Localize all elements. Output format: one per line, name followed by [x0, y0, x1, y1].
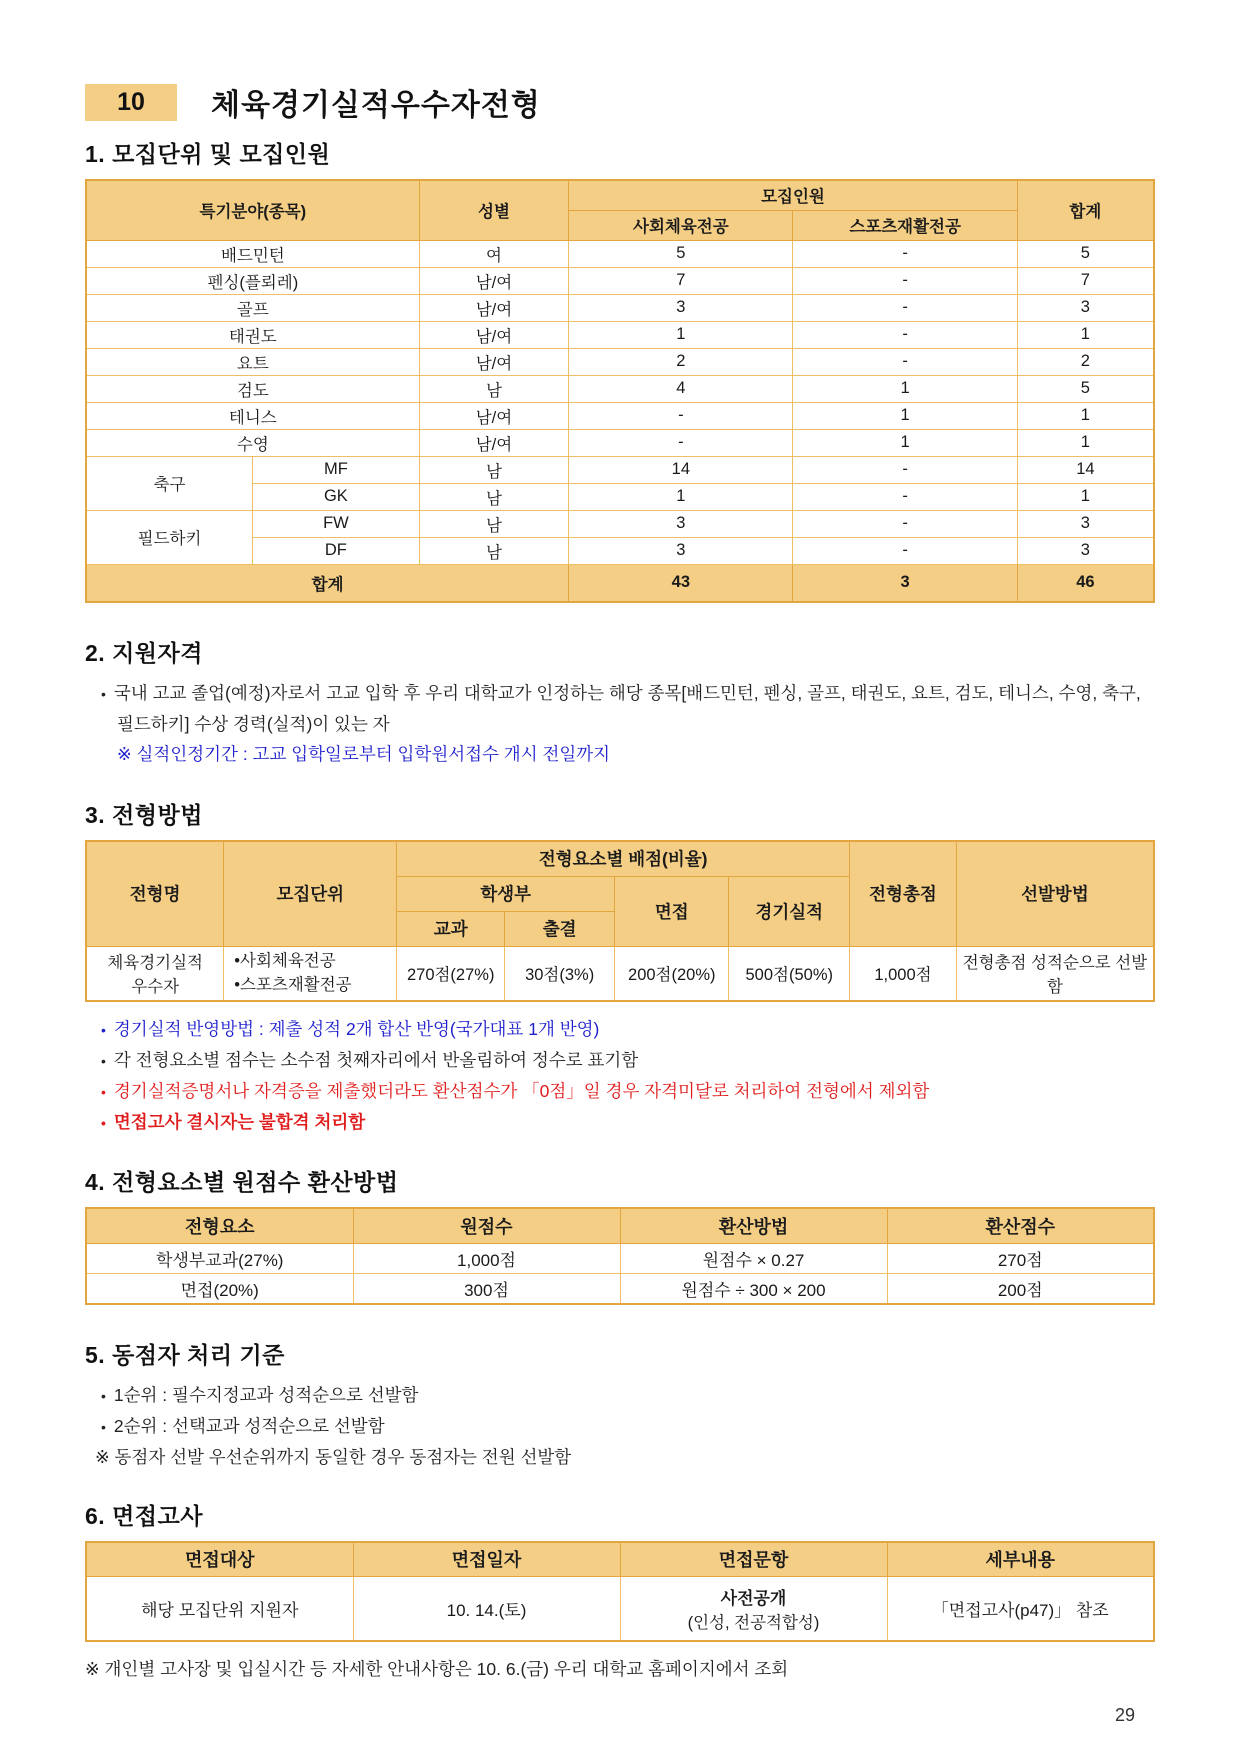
quota-cell: 3	[569, 510, 793, 537]
bullet-icon: •	[101, 1115, 106, 1131]
interview-table	[85, 1541, 1155, 1642]
gender-cell: 남	[419, 510, 569, 537]
raw-score-cell: 1,000점	[353, 1243, 620, 1273]
gender-cell: 남/여	[419, 348, 569, 375]
note-text: 경기실적증명서나 자격증을 제출했더라도 환산점수가 「0점」일 경우 자격미달로 처리하여 전형에서 제외함	[113, 1081, 930, 1101]
quota-cell: -	[569, 429, 793, 456]
screening-method-table	[85, 840, 1155, 1002]
attendance-score-cell: 30점(3%)	[505, 946, 615, 1001]
tiebreak-rule-1	[101, 1380, 1155, 1411]
table-row	[86, 294, 1154, 321]
position-cell: FW	[253, 510, 420, 537]
bullet-icon: •	[101, 1084, 106, 1100]
col-header-gender: 성별	[419, 180, 569, 240]
total-cell: 3	[1017, 510, 1154, 537]
total-cell: 1	[1017, 429, 1154, 456]
section5-heading: 5. 동점자 처리 기준	[85, 1341, 285, 1368]
gender-cell: 여	[419, 240, 569, 267]
quota-cell: 1	[569, 483, 793, 510]
footer-label: 합계	[86, 564, 569, 602]
sport-group-cell: 필드하키	[86, 510, 253, 564]
col-header-subjects: 교과	[397, 911, 505, 946]
interview-footnote: ※ 개인별 고사장 및 입실시간 등 자세한 안내사항은 10. 6.(금) 우리 대학교 홈페이지에서 조회	[85, 1658, 789, 1679]
quota-cell: -	[793, 510, 1017, 537]
quota-cell: 14	[569, 456, 793, 483]
section2-body	[85, 678, 1155, 769]
table-row	[86, 348, 1154, 375]
unit-label: 스포츠재활전공	[240, 976, 352, 995]
tiebreak-rule-2	[101, 1411, 1155, 1442]
footer-grand-total: 46	[1017, 564, 1154, 602]
col-header-conversion: 환산방법	[620, 1208, 887, 1243]
interview-questions-cell	[620, 1577, 887, 1641]
table-row	[86, 375, 1154, 402]
table-row	[86, 1243, 1154, 1273]
subjects-score-cell: 270점(27%)	[397, 946, 505, 1001]
total-cell: 1	[1017, 321, 1154, 348]
eligibility-bullet	[101, 678, 1155, 739]
table-row	[86, 429, 1154, 456]
position-cell: GK	[253, 483, 420, 510]
sports-score-cell: 500점(50%)	[729, 946, 850, 1001]
quota-cell: 1	[793, 375, 1017, 402]
table-row	[86, 267, 1154, 294]
screening-name-line2: 우수자	[131, 978, 180, 997]
interview-target-cell: 해당 모집단위 지원자	[86, 1577, 353, 1641]
section4-heading: 4. 전형요소별 원점수 환산방법	[85, 1169, 399, 1195]
section3-heading: 3. 전형방법	[85, 802, 203, 828]
bullet-icon: •	[101, 1022, 106, 1038]
quota-cell: 1	[793, 429, 1017, 456]
admission-quota-table	[85, 179, 1155, 603]
converted-score-cell: 270점	[887, 1243, 1154, 1273]
table-row	[86, 321, 1154, 348]
quota-cell: -	[793, 240, 1017, 267]
sport-cell: 요트	[86, 348, 419, 375]
quota-cell: 1	[793, 402, 1017, 429]
eligibility-note: ※ 실적인정기간 : 고교 입학일로부터 입학원서접수 개시 전일까지	[117, 744, 611, 764]
quota-cell: 1	[569, 321, 793, 348]
bullet-icon: •	[101, 1387, 106, 1404]
col-header-quota-group: 모집인원	[569, 180, 1018, 210]
quota-cell: 2	[569, 348, 793, 375]
col-header-details: 세부내용	[887, 1542, 1154, 1577]
bullet-icon: •	[101, 1418, 106, 1435]
sport-cell: 골프	[86, 294, 419, 321]
col-header-raw-score: 원점수	[353, 1208, 620, 1243]
section-number-badge: 10	[85, 84, 177, 121]
quota-cell: -	[793, 267, 1017, 294]
note-sports-reflection	[101, 1014, 1155, 1045]
note-absence	[101, 1107, 1155, 1138]
quota-cell: 7	[569, 267, 793, 294]
col-header-interview-questions: 면접문항	[620, 1542, 887, 1577]
converted-score-cell: 200점	[887, 1273, 1154, 1304]
element-cell: 면접(20%)	[86, 1273, 353, 1304]
page-header	[85, 82, 1155, 122]
quota-cell: -	[569, 402, 793, 429]
section1-heading: 1. 모집단위 및 모집인원	[85, 141, 331, 167]
element-cell: 학생부교과(27%)	[86, 1243, 353, 1273]
col-header-screening-name: 전형명	[86, 841, 224, 946]
rule-text: 2순위 : 선택교과 성적순으로 선발함	[113, 1415, 385, 1436]
gender-cell: 남	[419, 375, 569, 402]
total-cell: 3	[1017, 294, 1154, 321]
gender-cell: 남/여	[419, 294, 569, 321]
col-header-element: 전형요소	[86, 1208, 353, 1243]
question-criteria: (인성, 전공적합성)	[687, 1613, 820, 1632]
table-row	[86, 402, 1154, 429]
bullet-icon: •	[101, 1053, 106, 1069]
col-header-major2: 스포츠재활전공	[793, 210, 1017, 240]
bullet-icon: •	[101, 686, 106, 702]
total-cell: 5	[1017, 375, 1154, 402]
quota-cell: 3	[569, 537, 793, 564]
table-row	[86, 946, 1154, 1001]
col-header-interview-target: 면접대상	[86, 1542, 353, 1577]
sport-cell: 수영	[86, 429, 419, 456]
screening-name-line1: 체육경기실적	[107, 954, 203, 973]
quota-cell: -	[793, 348, 1017, 375]
col-header-attendance: 출결	[505, 911, 615, 946]
col-header-total-score: 전형총점	[850, 841, 957, 946]
quota-cell: 4	[569, 375, 793, 402]
note-text: 각 전형요소별 점수는 소수점 첫째자리에서 반올림하여 정수로 표기함	[113, 1050, 639, 1070]
sport-group-cell: 축구	[86, 456, 253, 510]
gender-cell: 남/여	[419, 267, 569, 294]
sport-cell: 검도	[86, 375, 419, 402]
section6-heading: 6. 면접고사	[85, 1502, 203, 1529]
quota-cell: -	[793, 537, 1017, 564]
raw-score-cell: 300점	[353, 1273, 620, 1304]
unit-item	[234, 973, 391, 997]
quota-cell: -	[793, 456, 1017, 483]
selection-method-cell: 전형총점 성적순으로 선발함	[956, 946, 1154, 1001]
col-header-school-record: 학생부	[397, 876, 615, 911]
gender-cell: 남	[419, 537, 569, 564]
unit-cell	[224, 946, 397, 1001]
col-header-sports-record: 경기실적	[729, 876, 850, 946]
note-zero-score	[101, 1076, 1155, 1107]
total-cell: 2	[1017, 348, 1154, 375]
table-row	[86, 1577, 1154, 1641]
position-cell: DF	[253, 537, 420, 564]
details-cell: 「면접고사(p47)」 참조	[887, 1577, 1154, 1641]
gender-cell: 남/여	[419, 402, 569, 429]
section3-notes	[85, 1014, 1155, 1138]
total-cell: 7	[1017, 267, 1154, 294]
table-footer-row	[86, 564, 1154, 602]
sport-cell: 배드민턴	[86, 240, 419, 267]
footer-total-major2: 3	[793, 564, 1017, 602]
col-header-major1: 사회체육전공	[569, 210, 793, 240]
section5-body	[85, 1380, 1155, 1472]
total-cell: 1	[1017, 483, 1154, 510]
quota-cell: 3	[569, 294, 793, 321]
sport-cell: 테니스	[86, 402, 419, 429]
table-row	[86, 456, 1154, 483]
tiebreak-note: ※ 동점자 선발 우선순위까지 동일한 경우 동점자는 전원 선발함	[95, 1446, 572, 1467]
bullet-icon: •	[234, 952, 241, 971]
gender-cell: 남/여	[419, 429, 569, 456]
note-text: 경기실적 반영방법 : 제출 성적 2개 합산 반영(국가대표 1개 반영)	[113, 1019, 600, 1039]
col-header-selection-method: 선발방법	[956, 841, 1154, 946]
gender-cell: 남	[419, 483, 569, 510]
total-cell: 14	[1017, 456, 1154, 483]
note-rounding	[101, 1045, 1155, 1076]
col-header-total: 합계	[1017, 180, 1154, 240]
table-row	[86, 1273, 1154, 1304]
sport-cell: 펜싱(플뢰레)	[86, 267, 419, 294]
quota-cell: -	[793, 483, 1017, 510]
page-content	[85, 82, 1155, 1681]
page-number: 29	[1114, 1705, 1135, 1725]
col-header-field: 특기분야(종목)	[86, 180, 419, 240]
eligibility-text: 국내 고교 졸업(예정)자로서 고교 입학 후 우리 대학교가 인정하는 해당 종목[배드민턴, 펜싱, 골프, 태권도, 요트, 검도, 테니스, 수영, 축구, 필드하키] 수상 경력(실적)이 있는 자	[113, 683, 1141, 734]
quota-cell: -	[793, 321, 1017, 348]
gender-cell: 남/여	[419, 321, 569, 348]
gender-cell: 남	[419, 456, 569, 483]
note-text: 면접고사 결시자는 불합격 처리함	[113, 1112, 366, 1132]
unit-label: 사회체육전공	[240, 952, 336, 971]
bullet-icon: •	[234, 976, 241, 995]
interview-score-cell: 200점(20%)	[615, 946, 729, 1001]
unit-item	[234, 949, 391, 973]
col-header-converted-score: 환산점수	[887, 1208, 1154, 1243]
table-row	[86, 510, 1154, 537]
interview-date-cell: 10. 14.(토)	[353, 1577, 620, 1641]
question-type: 사전공개	[720, 1588, 787, 1608]
col-header-unit: 모집단위	[224, 841, 397, 946]
col-header-ratio-group: 전형요소별 배점(비율)	[397, 841, 850, 876]
rule-text: 1순위 : 필수지정교과 성적순으로 선발함	[113, 1384, 419, 1405]
table-row	[86, 240, 1154, 267]
total-score-cell: 1,000점	[850, 946, 957, 1001]
total-cell: 5	[1017, 240, 1154, 267]
quota-cell: -	[793, 294, 1017, 321]
sport-cell: 태권도	[86, 321, 419, 348]
total-cell: 3	[1017, 537, 1154, 564]
quota-cell: 5	[569, 240, 793, 267]
page-title: 체육경기실적우수자전형	[211, 89, 541, 122]
col-header-interview-date: 면접일자	[353, 1542, 620, 1577]
position-cell: MF	[253, 456, 420, 483]
footer-total-major1: 43	[569, 564, 793, 602]
screening-name-cell	[86, 946, 224, 1001]
conversion-cell: 원점수 × 0.27	[620, 1243, 887, 1273]
score-conversion-table	[85, 1207, 1155, 1305]
conversion-cell: 원점수 ÷ 300 × 200	[620, 1273, 887, 1304]
total-cell: 1	[1017, 402, 1154, 429]
section2-heading: 2. 지원자격	[85, 640, 203, 666]
col-header-interview: 면접	[615, 876, 729, 946]
